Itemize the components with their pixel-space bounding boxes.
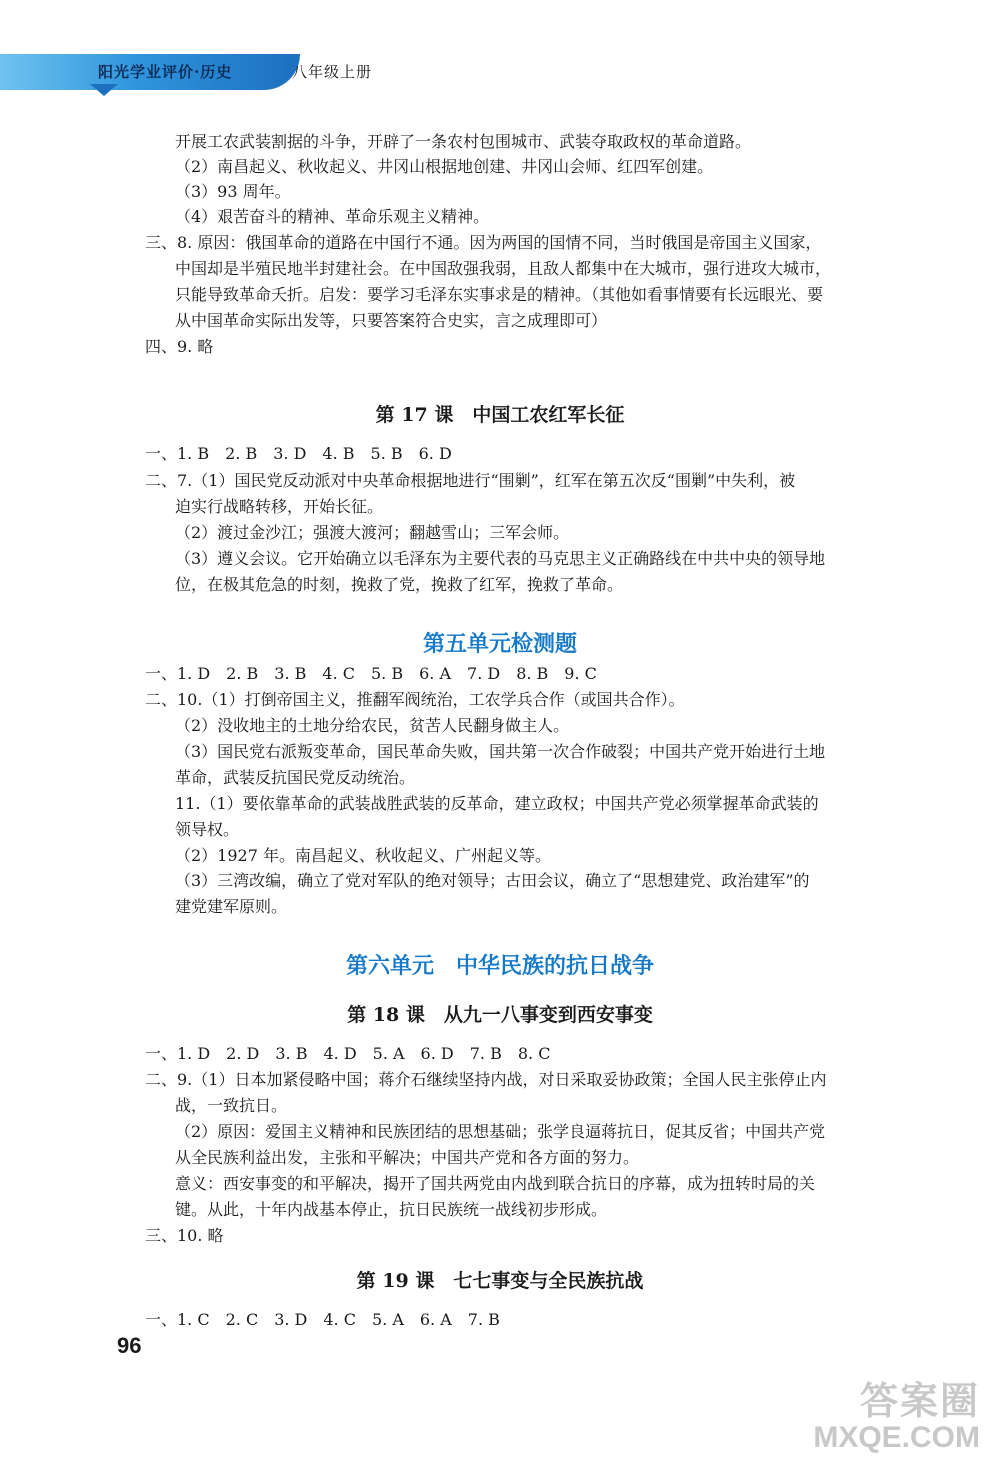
text-line: （3）93 周年。 bbox=[175, 182, 291, 201]
unit6-title: 第六单元 中华民族的抗日战争 bbox=[345, 953, 654, 979]
text-line: 革命，武装反抗国民党反动统治。 bbox=[175, 768, 416, 787]
text-line: 键。从此，十年内战基本停止，抗日民族统一战线初步形成。 bbox=[175, 1200, 608, 1219]
text-line: 二、10.（1）打倒帝国主义，推翻军阀统治，工农学兵合作（或国共合作）。 bbox=[145, 690, 685, 709]
text-line: 从全民族利益出发，主张和平解决；中国共产党和各方面的努力。 bbox=[175, 1148, 640, 1167]
text-line: 只能导致革命夭折。启发：要学习毛泽东实事求是的精神。（其他如看事情要有长远眼光、要 bbox=[175, 285, 824, 304]
lesson17-title: 第 17 课 中国工农红军长征 bbox=[375, 404, 625, 426]
text-line: （2）没收地主的土地分给农民，贫苦人民翻身做主人。 bbox=[175, 716, 570, 735]
text-line: 一、1. D 2. B 3. B 4. C 5. B 6. A 7. D 8. B 9. C bbox=[145, 664, 597, 683]
text-line: 一、1. B 2. B 3. D 4. B 5. B 6. D bbox=[145, 444, 452, 463]
watermark bbox=[740, 1370, 980, 1460]
text-line: 位，在极其危急的时刻，挽救了党，挽救了红军，挽救了革命。 bbox=[175, 575, 624, 594]
text-line: （4）艰苦奋斗的精神、革命乐观主义精神。 bbox=[175, 207, 490, 226]
text-line: （2）原因：爱国主义精神和民族团结的思想基础；张学良逼蒋抗日，促其反省；中国共产党 bbox=[175, 1122, 826, 1141]
text-line: （2）渡过金沙江；强渡大渡河；翻越雪山；三军会师。 bbox=[175, 523, 570, 542]
text-line: 四、9. 略 bbox=[145, 337, 214, 356]
text-line: 一、1. D 2. D 3. B 4. D 5. A 6. D 7. B 8. C bbox=[145, 1044, 551, 1063]
header-grade: 八年级上册 bbox=[292, 63, 373, 81]
text-line: 从中国革命实际出发等，只要答案符合史实，言之成理即可） bbox=[175, 311, 608, 330]
watermark-url: MXQE.COM bbox=[813, 1421, 980, 1454]
text-line: 三、10. 略 bbox=[145, 1226, 224, 1245]
text-line: （2）南昌起义、秋收起义、井冈山根据地创建、井冈山会师、红四军创建。 bbox=[175, 157, 714, 176]
text-line: 三、8. 原因：俄国革命的道路在中国行不通。因为两国的国情不同，当时俄国是帝国主义国家， bbox=[145, 233, 822, 252]
text-line: 迫实行战略转移，开始长征。 bbox=[175, 497, 384, 516]
lesson18-title: 第 18 课 从九一八事变到西安事变 bbox=[347, 1004, 653, 1026]
header-series-title: 阳光学业评价·历史 bbox=[98, 63, 233, 81]
text-line: 开展工农武装割据的斗争，开辟了一条农村包围城市、武装夺取政权的革命道路。 bbox=[175, 132, 752, 151]
text-line: 领导权。 bbox=[175, 820, 240, 839]
watermark-logo: 答案圈 bbox=[859, 1381, 980, 1423]
text-line: 中国却是半殖民地半封建社会。在中国敌强我弱，且敌人都集中在大城市，强行进攻大城市， bbox=[175, 259, 832, 278]
text-line: （3）三湾改编，确立了党对军队的绝对领导；古田会议，确立了“思想建党、政治建军”的 bbox=[175, 871, 810, 890]
text-line: 一、1. C 2. C 3. D 4. C 5. A 6. A 7. B bbox=[145, 1310, 500, 1329]
text-line: 二、9.（1）日本加紧侵略中国；蒋介石继续坚持内战，对日采取妥协政策；全国人民主张停止内 bbox=[145, 1070, 827, 1089]
unit5-test-title: 第五单元检测题 bbox=[422, 631, 577, 657]
text-line: （2）1927 年。南昌起义、秋收起义、广州起义等。 bbox=[175, 846, 551, 865]
text-line: 11.（1）要依靠革命的武装战胜武装的反革命，建立政权；中国共产党必须掌握革命武装的 bbox=[175, 794, 819, 813]
text-line: （3）国民党右派叛变革命，国民革命失败，国共第一次合作破裂；中国共产党开始进行土地 bbox=[175, 742, 826, 761]
page-number: 96 bbox=[117, 1333, 142, 1358]
text-line: 建党建军原则。 bbox=[175, 897, 288, 916]
text-line: 二、7.（1）国民党反动派对中央革命根据地进行“围剿”，红军在第五次反“围剿”中失利，被 bbox=[145, 471, 796, 490]
text-line: （3）遵义会议。它开始确立以毛泽东为主要代表的马克思主义正确路线在中共中央的领导地 bbox=[175, 549, 826, 568]
lesson19-title: 第 19 课 七七事变与全民族抗战 bbox=[356, 1270, 644, 1292]
text-line: 战，一致抗日。 bbox=[175, 1096, 288, 1115]
text-line: 意义：西安事变的和平解决，揭开了国共两党由内战到联合抗日的序幕，成为扭转时局的关 bbox=[175, 1174, 816, 1193]
